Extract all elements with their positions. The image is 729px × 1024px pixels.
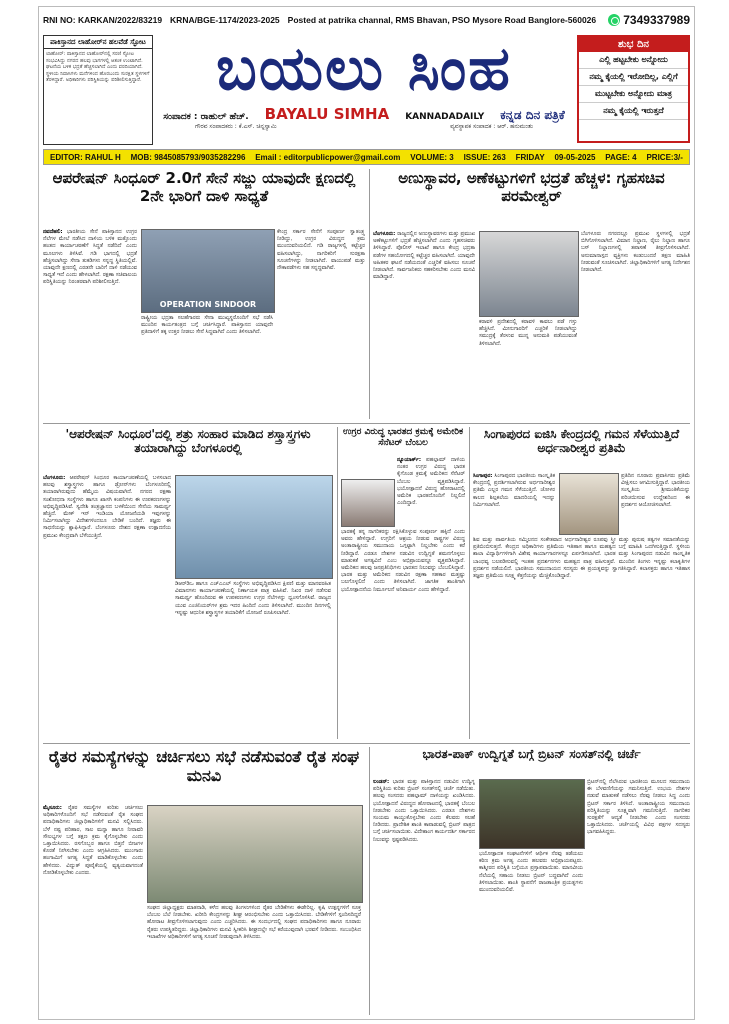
article-dateline: ಬೆಂಗಳೂರು:	[43, 475, 66, 481]
thought-line: ನಮ್ಮ ಕೈಯಲ್ಲಿ ಇರುತ್ತದೆ	[579, 103, 688, 120]
article-headline: ರೈತರ ಸಮಸ್ಯೆಗಳನ್ನು ಚರ್ಚಿಸಲು ಸಭೆ ನಡೆಸುವಂತೆ ರೈತ ಸಂಘ ಮನವಿ	[48, 747, 360, 786]
article-body: ಬೆಂಗಳೂರು: ರಾಜ್ಯದಲ್ಲಿನ ಅಣುಸ್ಥಾವರಗಳು ಮತ್ತು ಪ್ರಮುಖ ಅಣೆಕಟ್ಟುಗಳಿಗೆ ಭದ್ರತೆ ಹೆಚ್ಚಿಸಲಾಗಿದೆ ಎಂದು ಗೃಹಸಚಿವರು ತಿಳಿಸಿದ್ದಾರೆ. ಪೊಲೀಸ್ ಇಲಾಖೆ ಹಾಗೂ ಕೇಂದ್ರ ಭದ್ರತಾ ಪಡೆಗಳ ಸಹಯೋಗದಲ್ಲಿ ಕಟ್ಟೆಚ್ಚರ ವಹಿಸಲಾಗಿದೆ. ಯಾವುದೇ ಅಹಿತಕರ ಘಟನೆ ನಡೆಯದಂತೆ ಎಚ್ಚರಿಕೆ ವಹಿಸಲು ಸೂಚನೆ ನೀಡಲಾಗಿದೆ. ಸಾರ್ವಜನಿಕರು ಸಹಕರಿಸಬೇಕು ಎಂದು ಮನವಿ ಮಾಡಿದ್ದಾರೆ.	[373, 231, 475, 281]
photo-caption: OPERATION SINDOOR	[159, 300, 257, 309]
article-body: ರಾಷ್ಟ್ರೀಯ ಭದ್ರತಾ ಸಲಹೆಗಾರರು ಸೇನಾ ಮುಖ್ಯಸ್ಥರೊಂದಿಗೆ ಸಭೆ ನಡೆಸಿ ಮುಂದಿನ ಕಾರ್ಯತಂತ್ರದ ಬಗ್ಗೆ ಚರ್ಚಿಸಿದ್ದಾರೆ. ಪಾಕಿಸ್ತಾನದ ಯಾವುದೇ ಪ್ರತಿದಾಳಿಗೆ ತಕ್ಕ ಉತ್ತರ ನೀಡಲು ಸೇನೆ ಸಿದ್ಧವಾಗಿದೆ ಎಂದು ತಿಳಿಸಲಾಗಿದೆ.	[141, 315, 273, 336]
article-body: ಬ್ರಿಟನ್‌ನಲ್ಲಿ ನೆಲೆಸಿರುವ ಭಾರತೀಯ ಮೂಲದ ಸಮುದಾಯ ಈ ಬೆಳವಣಿಗೆಯನ್ನು ಗಮನಿಸುತ್ತಿದೆ. ಉಭಯ ದೇಶಗಳ ನಡುವೆ ಮಾತುಕತೆ ನಡೆಸಲು ನೆರವು ನೀಡಲು ಸಿದ್ಧ ಎಂದು ಬ್ರಿಟನ್ ಸರ್ಕಾರ ತಿಳಿಸಿದೆ. ಅಂತಾರಾಷ್ಟ್ರೀಯ ಸಮುದಾಯ ಪರಿಸ್ಥಿತಿಯನ್ನು ಸೂಕ್ಷ್ಮವಾಗಿ ಗಮನಿಸುತ್ತಿದೆ. ನಾಗರಿಕರ ಸುರಕ್ಷತೆಗೆ ಆದ್ಯತೆ ನೀಡಬೇಕು ಎಂದು ಸಂಸದರು ಒತ್ತಾಯಿಸಿದರು. ಚರ್ಚೆಯಲ್ಲಿ ವಿವಿಧ ಪಕ್ಷಗಳ ಸದಸ್ಯರು ಭಾಗವಹಿಸಿದ್ದರು.	[587, 779, 690, 836]
thought-of-day-box	[577, 35, 690, 143]
posted-info: Posted at patrika channal, RMS Bhavan, PSO Mysore Road Banglore-560026	[287, 15, 597, 25]
thought-line: ನಮ್ಮ ಕೈಯಲ್ಲಿ ಇರೋದಿಲ್ಲ, ಎಲ್ಲಿಗೆ	[579, 69, 688, 86]
article-body: ನವದೆಹಲಿ: ಭಾರತೀಯ ಸೇನೆ ಪಾಕಿಸ್ತಾನದ ಉಗ್ರರ ನೆಲೆಗಳ ಮೇಲೆ ನಡೆಸಿದ ದಾಳಿಯ ಬಳಿಕ ಮತ್ತೊಂದು ಹಂತದ ಕಾರ್ಯಾಚರಣೆಗೆ ಸಿದ್ಧತೆ ನಡೆದಿದೆ ಎಂದು ಮೂಲಗಳು ತಿಳಿಸಿವೆ. ಗಡಿ ಭಾಗದಲ್ಲಿ ಭದ್ರತೆ ಹೆಚ್ಚಿಸಲಾಗಿದ್ದು ಸೇನಾ ತುಕಡಿಗಳು ಸನ್ನದ್ಧ ಸ್ಥಿತಿಯಲ್ಲಿವೆ. ಯಾವುದೇ ಕ್ಷಣದಲ್ಲಿ ಎರಡನೇ ಬಾರಿಗೆ ದಾಳಿ ನಡೆಯುವ ಸಾಧ್ಯತೆ ಇದೆ ಎಂದು ಹೇಳಲಾಗಿದೆ. ರಕ್ಷಣಾ ಸಚಿವಾಲಯ ಪರಿಸ್ಥಿತಿಯನ್ನು ನಿರಂತರವಾಗಿ ಪರಿಶೀಲಿಸುತ್ತಿದೆ.	[43, 229, 137, 286]
mobile-numbers: MOB: 9845085793/9035282296	[130, 152, 246, 162]
masthead-tagline: ಕನ್ನಡ ದಿನ ಪತ್ರಿಕೆ	[500, 108, 565, 122]
masthead-subline	[155, 105, 573, 123]
masthead-english-title: BAYALU SIMHA	[264, 105, 390, 123]
section-divider	[43, 423, 690, 424]
left-box-title: ಪಾಕಿಸ್ತಾನದ ಲಾಹೋರ್‌ನ ಹಲವೆಡೆ ಸ್ಫೋಟ	[44, 36, 152, 49]
article-body: ಭಾರತಕ್ಕೆ ತನ್ನ ನಾಗರಿಕರನ್ನು ರಕ್ಷಿಸಿಕೊಳ್ಳುವ ಸಂಪೂರ್ಣ ಹಕ್ಕಿದೆ ಎಂದು ಅವರು ಹೇಳಿದ್ದಾರೆ. ಉಗ್ರರಿಗೆ ಆಶ್ರಯ ನೀಡುವ ರಾಷ್ಟ್ರಗಳ ವಿರುದ್ಧ ಅಂತಾರಾಷ್ಟ್ರೀಯ ಸಮುದಾಯ ಒಗ್ಗಟ್ಟಾಗಿ ನಿಲ್ಲಬೇಕು ಎಂದು ಕರೆ ನೀಡಿದ್ದಾರೆ. ಎರಡೂ ದೇಶಗಳ ನಡುವಿನ ಉದ್ವಿಗ್ನತೆ ಶಮನಗೊಳ್ಳಲು ಮಾತುಕತೆ ಅಗತ್ಯವಿದೆ ಎಂಬ ಅಭಿಪ್ರಾಯವನ್ನೂ ವ್ಯಕ್ತಪಡಿಸಿದ್ದಾರೆ. ಅಮೆರಿಕದ ಹಲವು ಜನಪ್ರತಿನಿಧಿಗಳು ಭಾರತದ ನಿಲುವನ್ನು ಬೆಂಬಲಿಸಿದ್ದಾರೆ. ಭಾರತ ಮತ್ತು ಅಮೆರಿಕದ ನಡುವಿನ ರಕ್ಷಣಾ ಸಹಕಾರ ಮತ್ತಷ್ಟು ಬಲಗೊಳ್ಳಲಿದೆ ಎಂದು ತಿಳಿಸಲಾಗಿದೆ. ಜಾಗತಿಕ ಶಾಂತಿಗಾಗಿ ಭಯೋತ್ಪಾದನೆಯ ನಿರ್ಮೂಲನೆ ಅನಿವಾರ್ಯ ಎಂದು ಹೇಳಿದ್ದಾರೆ.	[341, 529, 465, 593]
article-farmers-meeting	[43, 747, 365, 1015]
article-body: ಸಂಘದ ಜಿಲ್ಲಾಧ್ಯಕ್ಷರು ಮಾತನಾಡಿ, ಕಳೆದ ಹಲವು ತಿಂಗಳುಗಳಿಂದ ರೈತರ ಬೇಡಿಕೆಗಳು ಈಡೇರಿಲ್ಲ. ಕೃಷಿ ಉತ್ಪನ್ನಗಳಿಗೆ ಸೂಕ್ತ ಬೆಂಬಲ ಬೆಲೆ ನೀಡಬೇಕು. ಖರೀದಿ ಕೇಂದ್ರಗಳನ್ನು ಶೀಘ್ರ ಆರಂಭಿಸಬೇಕು ಎಂದು ಒತ್ತಾಯಿಸಿದರು. ಬೇಡಿಕೆಗಳಿಗೆ ಸ್ಪಂದಿಸದಿದ್ದರೆ ಹೋರಾಟ ತೀವ್ರಗೊಳಿಸಲಾಗುವುದು ಎಂದು ಎಚ್ಚರಿಸಿದರು. ಈ ಸಂದರ್ಭದಲ್ಲಿ ಸಂಘದ ಪದಾಧಿಕಾರಿಗಳು ಹಾಗೂ ನೂರಾರು ರೈತರು ಉಪಸ್ಥಿತರಿದ್ದರು. ಜಿಲ್ಲಾಧಿಕಾರಿಗಳು ಮನವಿ ಸ್ವೀಕರಿಸಿ ಶೀಘ್ರದಲ್ಲೇ ಸಭೆ ಕರೆಯುವುದಾಗಿ ಭರವಸೆ ನೀಡಿದರು. ಸಂಬಂಧಿಸಿದ ಇಲಾಖೆಗಳ ಅಧಿಕಾರಿಗಳಿಗೆ ಅಗತ್ಯ ಸೂಚನೆ ನೀಡುವುದಾಗಿ ತಿಳಿಸಿದರು.	[147, 905, 361, 940]
thought-line: ಎಲ್ಲಿ ಹಟ್ಟಬೇಕು ಅನ್ನೋದು	[579, 52, 688, 69]
thought-box-title: ಶುಭ ದಿನ	[579, 37, 688, 52]
article-singapore-statue	[473, 427, 690, 739]
article-photo	[141, 229, 275, 313]
honorary-editor: ಗೌರವ ಸಂಪಾದಕರು : ಕೆ.ಎಸ್. ಚಿನ್ನಸ್ವಾಮಿ	[195, 123, 277, 130]
article-body: ಮೈಸೂರು: ರೈತರ ಸಮಸ್ಯೆಗಳ ಕುರಿತು ಚರ್ಚಿಸಲು ಅಧಿಕಾರಿಗಳೊಂದಿಗೆ ಸಭೆ ನಡೆಸುವಂತೆ ರೈತ ಸಂಘದ ಪದಾಧಿಕಾರಿಗಳು ಜಿಲ್ಲಾಧಿಕಾರಿಗಳಿಗೆ ಮನವಿ ಸಲ್ಲಿಸಿದರು. ಬೆಳೆ ನಷ್ಟ ಪರಿಹಾರ, ಸಾಲ ಮನ್ನಾ ಹಾಗೂ ನೀರಾವರಿ ಸೌಲಭ್ಯಗಳ ಬಗ್ಗೆ ತಕ್ಷಣ ಕ್ರಮ ಕೈಗೊಳ್ಳಬೇಕು ಎಂದು ಒತ್ತಾಯಿಸಿದರು. ರಸಗೊಬ್ಬರ ಹಾಗೂ ಬಿತ್ತನೆ ಬೀಜಗಳ ಕೊರತೆ ನೀಗಿಸಬೇಕು ಎಂದು ಆಗ್ರಹಿಸಿದರು. ಮುಂಗಾರು ಹಂಗಾಮಿಗೆ ಅಗತ್ಯ ಸಿದ್ಧತೆ ಮಾಡಿಕೊಳ್ಳಬೇಕು ಎಂದು ಹೇಳಿದರು. ವಿದ್ಯುತ್ ಪೂರೈಕೆಯಲ್ಲಿ ವ್ಯತ್ಯಯವಾಗದಂತೆ ನೋಡಿಕೊಳ್ಳಬೇಕು ಎಂದರು.	[43, 805, 143, 876]
article-photo	[559, 473, 619, 535]
article-body: ಕರಾವಳಿ ಪ್ರದೇಶದಲ್ಲಿ ಕರಾವಳಿ ಕಾವಲು ಪಡೆ ಗಸ್ತು ಹೆಚ್ಚಿಸಿದೆ. ಮೀನುಗಾರರಿಗೆ ಎಚ್ಚರಿಕೆ ನೀಡಲಾಗಿದ್ದು ಸಮುದ್ರಕ್ಕೆ ತೆರಳುವ ಮುನ್ನ ಅನುಮತಿ ಪಡೆಯುವಂತೆ ತಿಳಿಸಲಾಗಿದೆ.	[479, 319, 577, 347]
column-divider	[369, 747, 370, 1015]
phone-number: 7349337989	[623, 13, 690, 27]
article-body: ಬೆಂಗಳೂರು: ಆಪರೇಷನ್ ಸಿಂಧೂರ ಕಾರ್ಯಾಚರಣೆಯಲ್ಲಿ ಬಳಸಲಾದ ಹಲವು ಶಸ್ತ್ರಾಸ್ತ್ರಗಳು ಹಾಗೂ ಡ್ರೋನ್‌ಗಳು ಬೆಂಗಳೂರಿನಲ್ಲಿ ತಯಾರಾಗಿರುವುದು ಹೆಮ್ಮೆಯ ವಿಷಯವಾಗಿದೆ. ನಗರದ ರಕ್ಷಣಾ ಸಂಶೋಧನಾ ಸಂಸ್ಥೆಗಳು ಹಾಗೂ ಖಾಸಗಿ ಕಂಪನಿಗಳು ಈ ಉಪಕರಣಗಳನ್ನು ಅಭಿವೃದ್ಧಿಪಡಿಸಿವೆ. ಸ್ವದೇಶಿ ತಂತ್ರಜ್ಞಾನದ ಬಳಕೆಯಿಂದ ಸೇನೆಯ ಸಾಮರ್ಥ್ಯ ಹೆಚ್ಚಿದೆ. ಮೇಕ್ ಇನ್ ಇಂಡಿಯಾ ಯೋಜನೆಯಡಿ ಇವುಗಳನ್ನು ನಿರ್ಮಿಸಲಾಗಿದ್ದು ವಿದೇಶಗಳಿಂದಲೂ ಬೇಡಿಕೆ ಬಂದಿದೆ. ತಜ್ಞರು ಈ ಸಾಧನೆಯನ್ನು ಶ್ಲಾಘಿಸಿದ್ದಾರೆ. ಬೆಂಗಳೂರು ದೇಶದ ರಕ್ಷಣಾ ಉತ್ಪಾದನೆಯ ಪ್ರಮುಖ ಕೇಂದ್ರವಾಗಿ ಬೆಳೆಯುತ್ತಿದೆ.	[43, 475, 171, 539]
rni-number: RNI NO: KARKAN/2022/83219	[43, 15, 163, 25]
editor-name: EDITOR: RAHUL H	[50, 152, 121, 162]
article-photo	[341, 479, 395, 527]
article-body: ಶಿವ ಮತ್ತು ಪಾರ್ವತಿಯ ಸಮ್ಮಿಲನದ ಸಂಕೇತವಾದ ಅರ್ಧನಾರೀಶ್ವರ ರೂಪವು ಸ್ತ್ರೀ ಮತ್ತು ಪುರುಷ ತತ್ವಗಳ ಸಮಾನತೆಯನ್ನು ಪ್ರತಿಬಿಂಬಿಸುತ್ತದೆ. ಕೇಂದ್ರದ ಅಧಿಕಾರಿಗಳು ಪ್ರತಿಮೆಯ ಇತಿಹಾಸ ಹಾಗೂ ಮಹತ್ವದ ಬಗ್ಗೆ ಮಾಹಿತಿ ಒದಗಿಸುತ್ತಿದ್ದಾರೆ. ಸ್ಥಳೀಯ ಶಾಲಾ ವಿದ್ಯಾರ್ಥಿಗಳಿಗಾಗಿ ವಿಶೇಷ ಕಾರ್ಯಾಗಾರಗಳನ್ನೂ ಏರ್ಪಡಿಸಲಾಗಿದೆ. ಭಾರತ ಮತ್ತು ಸಿಂಗಾಪುರದ ನಡುವಿನ ಸಾಂಸ್ಕೃತಿಕ ಬಾಂಧವ್ಯ ಬಲಪಡಿಸುವಲ್ಲಿ ಇಂತಹ ಪ್ರದರ್ಶನಗಳು ಮಹತ್ವದ ಪಾತ್ರ ವಹಿಸುತ್ತವೆ. ಮುಂದಿನ ತಿಂಗಳು ಇನ್ನಷ್ಟು ಕಲಾಕೃತಿಗಳ ಪ್ರದರ್ಶನ ನಡೆಯಲಿದೆ. ಭಾರತೀಯ ಸಮುದಾಯದ ಸದಸ್ಯರು ಈ ಪ್ರಯತ್ನವನ್ನು ಸ್ವಾಗತಿಸಿದ್ದಾರೆ. ಕಲಾಸಕ್ತರು ಹಾಗೂ ಇತಿಹಾಸ ತಜ್ಞರು ಪ್ರತಿಮೆಯ ಸೂಕ್ಷ್ಮ ಕೆತ್ತನೆಯನ್ನು ಮೆಚ್ಚಿಕೊಂಡಿದ್ದಾರೆ.	[473, 537, 690, 580]
section-divider	[43, 743, 690, 744]
article-uk-parliament	[373, 747, 690, 1015]
newspaper-page	[38, 6, 695, 1020]
article-body: ಡಿಆರ್‌ಡಿಒ ಹಾಗೂ ಎಚ್‌ಎಎಲ್ ಸಂಸ್ಥೆಗಳು ಅಭಿವೃದ್ಧಿಪಡಿಸಿದ ಕ್ಷಿಪಣಿ ಮತ್ತು ಮಾನವರಹಿತ ವಿಮಾನಗಳು ಕಾರ್ಯಾಚರಣೆಯಲ್ಲಿ ನಿರ್ಣಾಯಕ ಪಾತ್ರ ವಹಿಸಿವೆ. ನಿಖರ ದಾಳಿ ನಡೆಸುವ ಸಾಮರ್ಥ್ಯ ಹೊಂದಿರುವ ಈ ಉಪಕರಣಗಳು ಉಗ್ರರ ನೆಲೆಗಳನ್ನು ಧ್ವಂಸಗೊಳಿಸಿವೆ. ರಾಜ್ಯದ ಯುವ ಎಂಜಿನಿಯರ್‌ಗಳ ಶ್ರಮ ಇದರ ಹಿಂದಿದೆ ಎಂದು ತಿಳಿಸಲಾಗಿದೆ. ಮುಂದಿನ ದಿನಗಳಲ್ಲಿ ಇನ್ನಷ್ಟು ಆಧುನಿಕ ಶಸ್ತ್ರಾಸ್ತ್ರಗಳ ತಯಾರಿಕೆಗೆ ಯೋಜನೆ ರೂಪಿಸಲಾಗಿದೆ.	[175, 581, 331, 616]
article-headline: ಸಿಂಗಾಪುರದ ಐಜಿಸಿ ಕೇಂದ್ರದಲ್ಲಿ ಗಮನ ಸೆಳೆಯುತ್ತಿದೆ ಅರ್ಧನಾರೀಶ್ವರ ಪ್ರತಿಮೆ	[483, 427, 680, 456]
article-body: ಸಿಂಗಾಪುರ: ಸಿಂಗಾಪುರದ ಭಾರತೀಯ ಸಾಂಸ್ಕೃತಿಕ ಕೇಂದ್ರದಲ್ಲಿ ಪ್ರದರ್ಶಿಸಲಾಗಿರುವ ಅರ್ಧನಾರೀಶ್ವರ ಪ್ರತಿಮೆ ಎಲ್ಲರ ಗಮನ ಸೆಳೆಯುತ್ತಿದೆ. ಚೋಳರ ಕಾಲದ ಶಿಲ್ಪಕಲೆಯ ಮಾದರಿಯಲ್ಲಿ ಇದನ್ನು ನಿರ್ಮಿಸಲಾಗಿದೆ.	[473, 473, 555, 508]
article-body: ಕೇಂದ್ರ ಸರ್ಕಾರ ಸೇನೆಗೆ ಸಂಪೂರ್ಣ ಸ್ವಾತಂತ್ರ್ಯ ನೀಡಿದ್ದು, ಉಗ್ರರ ವಿರುದ್ಧದ ಕ್ರಮ ಮುಂದುವರಿಯಲಿದೆ. ಗಡಿ ರಾಜ್ಯಗಳಲ್ಲಿ ಕಟ್ಟೆಚ್ಚರ ವಹಿಸಲಾಗಿದ್ದು, ನಾಗರಿಕರಿಗೆ ಸುರಕ್ಷತಾ ಸೂಚನೆಗಳನ್ನು ನೀಡಲಾಗಿದೆ. ವಾಯುಪಡೆ ಮತ್ತು ನೌಕಾಪಡೆಗಳು ಸಹ ಸನ್ನದ್ಧವಾಗಿವೆ.	[277, 229, 365, 272]
masthead-title: ಬಯಲು ಸಿಂಹ	[216, 34, 512, 104]
column-divider	[469, 427, 470, 739]
article-dateline: ಲಂಡನ್:	[373, 779, 390, 785]
article-body: ಲಂಡನ್: ಭಾರತ ಮತ್ತು ಪಾಕಿಸ್ತಾನದ ನಡುವಿನ ಉದ್ವಿಗ್ನ ಪರಿಸ್ಥಿತಿಯ ಕುರಿತು ಬ್ರಿಟನ್ ಸಂಸತ್‌ನಲ್ಲಿ ಚರ್ಚೆ ನಡೆಯಿತು. ಹಲವು ಸಂಸದರು ಪಹಲ್ಗಾಮ್ ದಾಳಿಯನ್ನು ಖಂಡಿಸಿದರು. ಭಯೋತ್ಪಾದನೆ ವಿರುದ್ಧದ ಹೋರಾಟದಲ್ಲಿ ಭಾರತಕ್ಕೆ ಬೆಂಬಲ ನೀಡಬೇಕು ಎಂದು ಒತ್ತಾಯಿಸಿದರು. ಎರಡೂ ದೇಶಗಳು ಸಂಯಮ ಕಾಯ್ದುಕೊಳ್ಳಬೇಕು ಎಂದು ಕೆಲವರು ಸಲಹೆ ನೀಡಿದರು. ಪ್ರಾದೇಶಿಕ ಶಾಂತಿ ಕಾಪಾಡುವಲ್ಲಿ ಬ್ರಿಟನ್ ಪಾತ್ರದ ಬಗ್ಗೆ ಚರ್ಚಿಸಲಾಯಿತು. ವಿದೇಶಾಂಗ ಕಾರ್ಯದರ್ಶಿ ಸರ್ಕಾರದ ನಿಲುವನ್ನು ಸ್ಪಷ್ಟಪಡಿಸಿದರು.	[373, 779, 475, 843]
daily-label: KANNADADAILY	[405, 112, 485, 122]
column-divider	[337, 427, 338, 739]
article-weapons-bengaluru	[43, 427, 333, 739]
article-dateline: ಬೆಂಗಳೂರು:	[373, 231, 396, 237]
whatsapp-icon	[608, 14, 620, 26]
article-dateline: ಸಿಂಗಾಪುರ:	[473, 473, 493, 479]
masthead-credits	[155, 123, 573, 131]
editor-kannada: ಸಂಪಾದಕ : ರಾಹುಲ್ ಹೆಚ್.	[163, 112, 249, 122]
volume: VOLUME: 3	[410, 152, 454, 162]
issue-number: ISSUE: 263	[463, 152, 506, 162]
article-body: ಭಯೋತ್ಪಾದಕ ಸಂಘಟನೆಗಳಿಗೆ ಆರ್ಥಿಕ ನೆರವು ತಡೆಯಲು ಕಠಿಣ ಕ್ರಮ ಅಗತ್ಯ ಎಂದು ಹಲವರು ಅಭಿಪ್ರಾಯಪಟ್ಟರು. ಕಾಶ್ಮೀರದ ಪರಿಸ್ಥಿತಿ ಬಗ್ಗೆಯೂ ಪ್ರಸ್ತಾಪವಾಯಿತು. ಮಾನವೀಯ ನೆಲೆಯಲ್ಲಿ ಸಹಾಯ ನೀಡಲು ಬ್ರಿಟನ್ ಬದ್ಧವಾಗಿದೆ ಎಂದು ತಿಳಿಸಲಾಯಿತು. ಶಾಂತಿ ಸ್ಥಾಪನೆಗೆ ರಾಜತಾಂತ್ರಿಕ ಪ್ರಯತ್ನಗಳು ಮುಂದುವರಿಯಲಿವೆ.	[479, 851, 583, 894]
issue-info-bar	[43, 149, 690, 165]
phone-contact	[608, 13, 690, 27]
article-body: ನ್ಯೂಯಾರ್ಕ್: ಪಹಲ್ಗಾಮ್ ದಾಳಿಯ ನಂತರ ಉಗ್ರರ ವಿರುದ್ಧ ಭಾರತ ಕೈಗೊಂಡ ಕ್ರಮಕ್ಕೆ ಅಮೆರಿಕದ ಸೆನೆಟರ್ ಬೆಂಬಲ ವ್ಯಕ್ತಪಡಿಸಿದ್ದಾರೆ. ಭಯೋತ್ಪಾದನೆ ವಿರುದ್ಧ ಹೋರಾಟದಲ್ಲಿ ಅಮೆರಿಕ ಭಾರತದೊಂದಿಗೆ ನಿಲ್ಲಲಿದೆ ಎಂದಿದ್ದಾರೆ.	[397, 457, 465, 507]
left-news-box	[43, 35, 153, 145]
article-photo	[479, 779, 585, 849]
left-box-text: ಲಾಹೋರ್: ಪಾಕಿಸ್ತಾನದ ಲಾಹೋರ್‌ನಲ್ಲಿ ಸರಣಿ ಸ್ಫೋಟ ಸಂಭವಿಸಿದ್ದು ನಗರದ ಹಲವು ಭಾಗಗಳಲ್ಲಿ ಆತಂಕ ಉಂಟಾಗಿದೆ. ಘಟನೆಯ ಬಳಿಕ ಭದ್ರತೆ ಹೆಚ್ಚಿಸಲಾಗಿದೆ ಎಂದು ವರದಿಯಾಗಿದೆ. ಸ್ಥಳೀಯ ನಿವಾಸಿಗಳು ಮನೆಗಳಿಂದ ಹೊರಬಂದು ಸುರಕ್ಷಿತ ಸ್ಥಳಗಳಿಗೆ ತೆರಳಿದ್ದಾರೆ. ಅಧಿಕಾರಿಗಳು ಪರಿಸ್ಥಿತಿಯನ್ನು ಪರಿಶೀಲಿಸುತ್ತಿದ್ದಾರೆ.	[46, 51, 150, 83]
article-body: ಬೆಂಗಳೂರು ನಗರದಲ್ಲೂ ಪ್ರಮುಖ ಸ್ಥಳಗಳಲ್ಲಿ ಭದ್ರತೆ ಬಿಗಿಗೊಳಿಸಲಾಗಿದೆ. ವಿಮಾನ ನಿಲ್ದಾಣ, ರೈಲು ನಿಲ್ದಾಣ ಹಾಗೂ ಬಸ್ ನಿಲ್ದಾಣಗಳಲ್ಲಿ ತಪಾಸಣೆ ತೀವ್ರಗೊಳಿಸಲಾಗಿದೆ. ಅನುಮಾನಾಸ್ಪದ ವ್ಯಕ್ತಿಗಳು ಕಂಡುಬಂದರೆ ತಕ್ಷಣ ಮಾಹಿತಿ ನೀಡುವಂತೆ ಸೂಚಿಸಲಾಗಿದೆ. ಜಿಲ್ಲಾಧಿಕಾರಿಗಳಿಗೆ ಅಗತ್ಯ ನಿರ್ದೇಶನ ನೀಡಲಾಗಿದೆ.	[581, 231, 690, 274]
article-security-dams	[373, 169, 690, 419]
registration-strip	[39, 7, 694, 33]
article-dateline: ಮೈಸೂರು:	[43, 805, 62, 811]
article-us-senator	[341, 427, 465, 739]
column-divider	[369, 169, 370, 419]
weekday: FRIDAY	[515, 152, 545, 162]
price: PRICE:3/-	[646, 152, 683, 162]
article-headline: ಉಗ್ರರ ವಿರುದ್ಧ ಭಾರತದ ಕ್ರಮಕ್ಕೆ ಅಮೇರಿಕ ಸೆನೆಟರ್ ಬೆಂಬಲ	[342, 427, 463, 448]
article-dateline: ನ್ಯೂಯಾರ್ಕ್:	[397, 457, 421, 463]
article-headline: ಭಾರತ-ಪಾಕ್ ಉದ್ವಿಗ್ನತೆ ಬಗ್ಗೆ ಬ್ರಿಟನ್ ಸಂಸತ್‌ನಲ್ಲಿ ಚರ್ಚೆ	[422, 747, 641, 761]
issue-date: 09-05-2025	[554, 152, 596, 162]
article-photo	[147, 805, 363, 903]
article-body: ಪ್ರತಿದಿನ ನೂರಾರು ಪ್ರವಾಸಿಗರು ಪ್ರತಿಮೆ ವೀಕ್ಷಿಸಲು ಆಗಮಿಸುತ್ತಿದ್ದಾರೆ. ಭಾರತೀಯ ಸಂಸ್ಕೃತಿಯ ಶ್ರೀಮಂತಿಕೆಯನ್ನು ಪರಿಚಯಿಸುವ ಉದ್ದೇಶದಿಂದ ಈ ಪ್ರದರ್ಶನ ಆಯೋಜಿಸಲಾಗಿದೆ.	[621, 473, 690, 508]
article-operation-sindoor	[43, 169, 365, 419]
article-headline: ಅಣುಸ್ಥಾವರ, ಅಣೆಕಟ್ಟುಗಳಿಗೆ ಭದ್ರತೆ ಹೆಚ್ಚಳ: ಗೃಹಸಚಿವ ಪರಮೇಶ್ವರ್	[398, 169, 665, 205]
managing-editor: ವ್ಯವಸ್ಥಾಪಕ ಸಂಪಾದಕ : ಆರ್. ಹನುಮಂತು	[450, 123, 533, 130]
krna-number: KRNA/BGE-1174/2023-2025	[170, 15, 280, 25]
masthead	[155, 33, 573, 145]
article-photo	[479, 231, 579, 317]
thought-line: ಮುಟ್ಟಬೇಕು ಅನ್ನೋದು ಮಾತ್ರ	[579, 86, 688, 103]
article-photo	[175, 475, 333, 579]
page-number: PAGE: 4	[605, 152, 637, 162]
email-address: Email : editorpublicpower@gmail.com	[255, 152, 401, 162]
article-headline: ಆಪರೇಷನ್ ಸಿಂಧೂರ್ 2.0ಗೆ ಸೇನೆ ಸಜ್ಜು ಯಾವುದೇ ಕ್ಷಣದಲ್ಲಿ 2ನೇ ಭಾರಿಗೆ ದಾಳಿ ಸಾಧ್ಯತೆ	[52, 169, 356, 205]
article-headline: 'ಆಪರೇಷನ್ ಸಿಂಧೂರ'ದಲ್ಲಿ ಶತ್ರು ಸಂಹಾರ ಮಾಡಿದ ಶಸ್ತ್ರಾಸ್ತ್ರಗಳು ತಯಾರಾಗಿದ್ದು ಬೆಂಗಳೂರಲ್ಲಿ	[65, 427, 311, 456]
article-dateline: ನವದೆಹಲಿ:	[43, 229, 63, 235]
